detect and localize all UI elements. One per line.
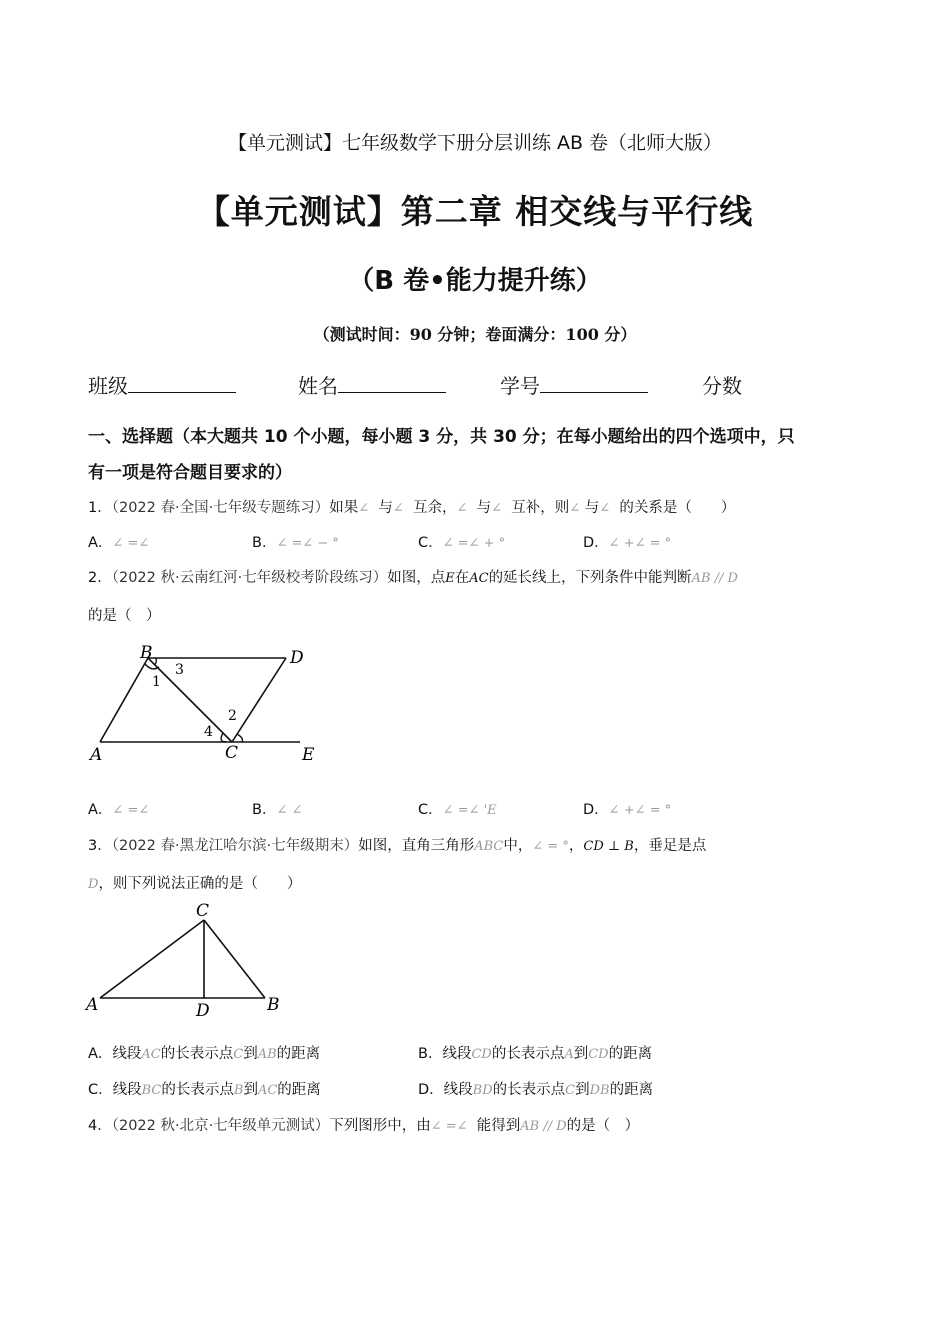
question-source: （2022 春·黑龙江哈尔滨·七年级期末） [111,838,359,854]
option-label: D． [583,802,609,818]
question-number: 3． [88,838,112,854]
option-math: A [564,1047,574,1062]
question-text: 如果 [329,500,359,516]
question-text: 如图，点 [387,570,446,586]
student-number-blank [540,374,648,393]
question-3 [88,834,706,855]
label-angle-4: 4 [204,724,213,740]
option-math: ∠ =∠ + ° [442,536,506,551]
question-2 [88,566,738,587]
option-text: 的长表示点 [160,1046,234,1062]
q3-option-a[interactable] [88,1042,320,1063]
question-text: 在 [454,570,470,586]
math-point: D [88,877,99,892]
q1-option-d[interactable] [583,531,671,552]
class-field [88,370,236,399]
q2-option-b[interactable] [252,798,302,819]
name-field [298,370,446,399]
q1-option-b[interactable] [252,531,339,552]
label-c: C [196,901,210,921]
math-perpendicular: CD ⊥ B [583,839,634,854]
q2-option-d[interactable] [583,798,671,819]
question-3-line2 [88,872,301,893]
question-text: 互补，则 [511,500,570,516]
line-ab [100,658,148,742]
figure-q2-parallelogram [86,638,326,768]
question-text: 与 [378,500,393,516]
question-source: （2022 秋·云南红河·七年级校考阶段练习） [111,570,388,586]
question-text: 与 [476,500,492,516]
line-dc [232,658,286,742]
option-text: 的长表示点 [161,1082,234,1098]
option-text: 线段 [443,1082,473,1098]
question-text: 与 [584,500,600,516]
option-label: C． [418,535,443,551]
math-angle: ∠ [392,501,404,516]
option-math: ∠ ∠ [276,803,303,818]
question-text: 互余， [412,500,457,516]
question-text: ，则下列说法正确的是（ ） [98,876,302,892]
option-label: A． [88,535,113,551]
option-label: B． [252,535,277,551]
q3-option-b[interactable] [418,1042,652,1063]
question-1 [88,496,735,517]
section-heading-line2: 有一项是符合题目要求的） [88,463,292,483]
math-angle: ∠ [456,501,468,516]
question-number: 2． [88,570,112,586]
option-math: B [233,1083,244,1098]
name-label: 姓名 [298,374,338,398]
option-math: ∠ =∠ 'E [442,803,497,818]
q1-option-c[interactable] [418,531,505,552]
option-label: A． [88,802,113,818]
section-heading-line1: 一、选择题（本大题共 10 个小题，每小题 3 分，共 30 分；在每小题给出的四个选项中，只 [88,427,795,447]
page-title: 【单元测试】第二章 相交线与平行线 [196,192,754,231]
question-text: 能得到 [476,1118,521,1134]
option-label: D． [583,535,609,551]
option-label: B． [418,1046,443,1062]
question-text: 如图，直角三角形 [358,838,475,854]
math-angle: ∠ [491,501,502,516]
option-text: 线段 [112,1046,142,1062]
angle-arc-2 [237,734,242,742]
math-angle: ∠ [569,501,581,516]
math-condition: ∠ =∠ [430,1119,468,1134]
score-label: 分数 [702,374,742,398]
page-subtitle: （B 卷•能力提升练） [348,266,602,296]
q3-option-c[interactable] [88,1078,321,1099]
question-number: 1． [88,500,112,516]
question-source: （2022 春·全国·七年级专题练习） [111,500,330,516]
option-math: DB [589,1083,610,1098]
math-result: AB // D [520,1119,567,1134]
student-number-field [500,370,648,399]
option-math: AB [257,1047,277,1062]
option-text: 线段 [442,1046,472,1062]
question-text: ，垂足是点 [633,838,707,854]
option-text: 到 [243,1082,258,1098]
score-field [702,370,742,399]
class-label: 班级 [88,374,128,398]
option-math: ∠ =∠ [112,803,150,818]
line-bc [148,658,232,742]
option-text: 的距离 [276,1046,321,1062]
option-math: CD [588,1047,609,1062]
option-text: 到 [243,1046,258,1062]
option-label: C． [418,802,443,818]
label-angle-1: 1 [152,674,161,690]
question-text: ， [568,838,584,854]
option-math: ∠ +∠ = ° [608,803,672,818]
question-text: 的关系是（ ） [619,500,736,516]
label-a: A [90,745,103,765]
class-blank [128,374,236,393]
option-text: 的长表示点 [492,1082,566,1098]
q3-option-d[interactable] [418,1078,653,1099]
option-text: 的距离 [608,1046,653,1062]
label-angle-2: 2 [228,708,237,724]
label-e: E [302,745,315,765]
option-text: 线段 [112,1082,142,1098]
question-text: 的是（ ） [566,1118,640,1134]
name-blank [338,374,446,393]
question-4 [88,1114,639,1135]
option-math: BD [472,1083,493,1098]
question-text: 中， [503,838,533,854]
label-d: D [196,1001,210,1020]
line-ac [100,920,204,998]
label-c: C [225,743,239,763]
q2-option-a[interactable] [88,798,149,819]
option-math: ∠ =∠ − ° [276,536,339,551]
test-info: （测试时间：90 分钟；卷面满分：100 分） [313,325,637,344]
figure-q3-right-triangle [84,898,294,1020]
option-text: 的距离 [277,1082,321,1098]
math-angle: ∠ = ° [532,839,569,854]
option-math: AC [141,1047,161,1062]
math-segment: AC [469,571,489,586]
option-label: B． [252,802,277,818]
question-number: 4． [88,1118,112,1134]
label-b: B [267,995,280,1015]
option-math: AC [257,1083,278,1098]
q2-option-c[interactable] [418,798,497,819]
option-math: C [233,1047,244,1062]
math-angle: ∠ [599,501,611,516]
label-b: B [140,643,153,663]
option-math: CD [471,1047,492,1062]
option-math: ∠ +∠ = ° [608,536,672,551]
option-label: C． [88,1082,113,1098]
math-angle: ∠ [358,501,370,516]
math-point: E [445,571,455,586]
math-triangle: ABC [474,839,504,854]
label-d: D [290,648,304,668]
option-math: C [565,1083,576,1098]
line-cb [204,920,265,998]
student-number-label: 学号 [500,374,540,398]
label-angle-3: 3 [175,662,184,678]
option-text: 到 [573,1046,589,1062]
question-text: 的延长线上，下列条件中能判断 [488,570,692,586]
q1-option-a[interactable] [88,531,149,552]
option-text: 到 [575,1082,590,1098]
question-2-line2: 的是（ ） [88,608,161,624]
question-text: 下列图形中，由 [329,1118,431,1134]
option-label: A． [88,1046,113,1062]
option-label: D． [418,1082,444,1098]
option-math: ∠ =∠ [112,536,150,551]
series-title: 【单元测试】七年级数学下册分层训练 AB 卷（北师大版） [227,132,723,154]
option-text: 的距离 [609,1082,654,1098]
question-source: （2022 秋·北京·七年级单元测试） [111,1118,330,1134]
option-math: BC [141,1083,162,1098]
math-condition: AB // D [691,571,738,586]
label-a: A [86,995,99,1015]
option-text: 的长表示点 [491,1046,565,1062]
